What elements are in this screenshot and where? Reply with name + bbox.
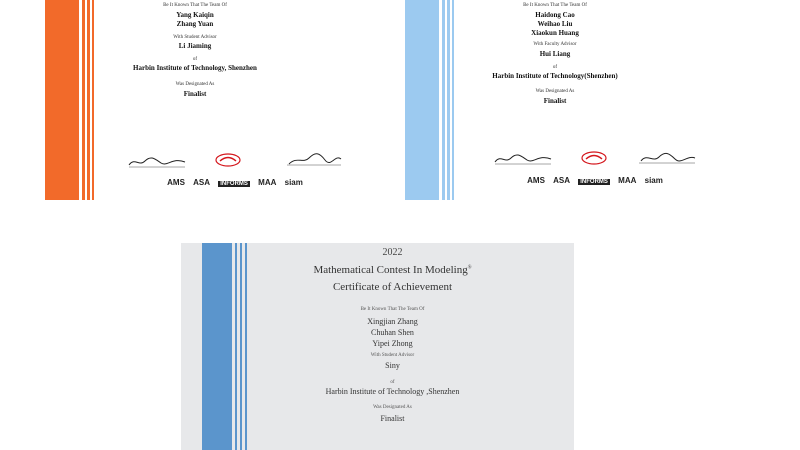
- maa-logo: MAA: [258, 178, 277, 187]
- designated-text: Was Designated As: [373, 405, 412, 410]
- designated-text: Was Designated As: [175, 82, 215, 87]
- advisor-name: Hui Liang: [539, 50, 571, 58]
- certificate-3: [181, 243, 574, 450]
- designated-text: Was Designated As: [535, 89, 575, 94]
- advisor-name: Li Jiaming: [178, 42, 212, 50]
- signature: [493, 152, 553, 166]
- advisor-name: Siny: [385, 361, 400, 370]
- advisor-label: With Faculty Advisor: [533, 42, 577, 47]
- award-text: Finalist: [543, 97, 567, 105]
- comap-logo: [215, 152, 241, 168]
- award-text: Finalist: [380, 414, 405, 423]
- orange-stripe-thin: [87, 0, 90, 200]
- of-text: of: [192, 57, 198, 62]
- of-text: of: [552, 65, 558, 70]
- university-name: Harbin Institute of Technology(Shenzhen): [492, 72, 618, 80]
- member-name: Xiaokun Huang: [531, 29, 579, 37]
- signature: [127, 155, 187, 169]
- of-text: of: [390, 380, 395, 385]
- informs-logo: INFORMS: [220, 181, 248, 187]
- member-name: Zhang Yuan: [176, 20, 214, 28]
- advisor-label: With Student Advisor: [370, 353, 415, 358]
- sponsor-logos: [485, 176, 705, 185]
- ams-logo: AMS: [167, 178, 185, 187]
- certificate-1: [45, 0, 345, 200]
- asa-logo: ASA: [553, 176, 571, 185]
- member-name: Xingjian Zhang: [367, 317, 418, 326]
- ams-logo: AMS: [527, 176, 545, 185]
- certificate-2: [405, 0, 705, 200]
- sponsor-logos: [125, 178, 345, 187]
- university-name: Harbin Institute of Technology, Shenzhen: [133, 64, 257, 72]
- certificate-title: Certificate of Achievement: [332, 281, 453, 293]
- maa-logo: MAA: [618, 176, 637, 185]
- siam-logo: siam: [644, 176, 663, 185]
- known-text: Be It Known That The Team Of: [523, 3, 587, 8]
- comap-logo: [581, 150, 607, 166]
- asa-logo: ASA: [193, 178, 211, 187]
- orange-stripe-thin: [92, 0, 94, 200]
- orange-stripe: [45, 0, 79, 200]
- signature: [285, 150, 343, 168]
- member-name: Yipei Zhong: [372, 339, 413, 348]
- orange-stripe-thin: [82, 0, 85, 200]
- signature: [637, 150, 697, 166]
- member-name: Weihao Liu: [537, 20, 573, 28]
- member-name: Chuhan Shen: [371, 328, 414, 337]
- member-name: Haidong Cao: [535, 11, 575, 19]
- university-name: Harbin Institute of Technology ,Shenzhen: [325, 387, 460, 396]
- siam-logo: siam: [284, 178, 303, 187]
- advisor-label: With Student Advisor: [173, 35, 217, 40]
- known-text: Be It Known That The Team Of: [360, 307, 425, 312]
- member-name: Yang Kaiqin: [176, 11, 214, 19]
- contest-year: 2022: [382, 247, 403, 258]
- informs-logo: INFORMS: [580, 179, 608, 185]
- known-text: Be It Known That The Team Of: [163, 3, 227, 8]
- contest-title: Mathematical Contest In Modeling®: [313, 264, 472, 276]
- award-text: Finalist: [183, 90, 207, 98]
